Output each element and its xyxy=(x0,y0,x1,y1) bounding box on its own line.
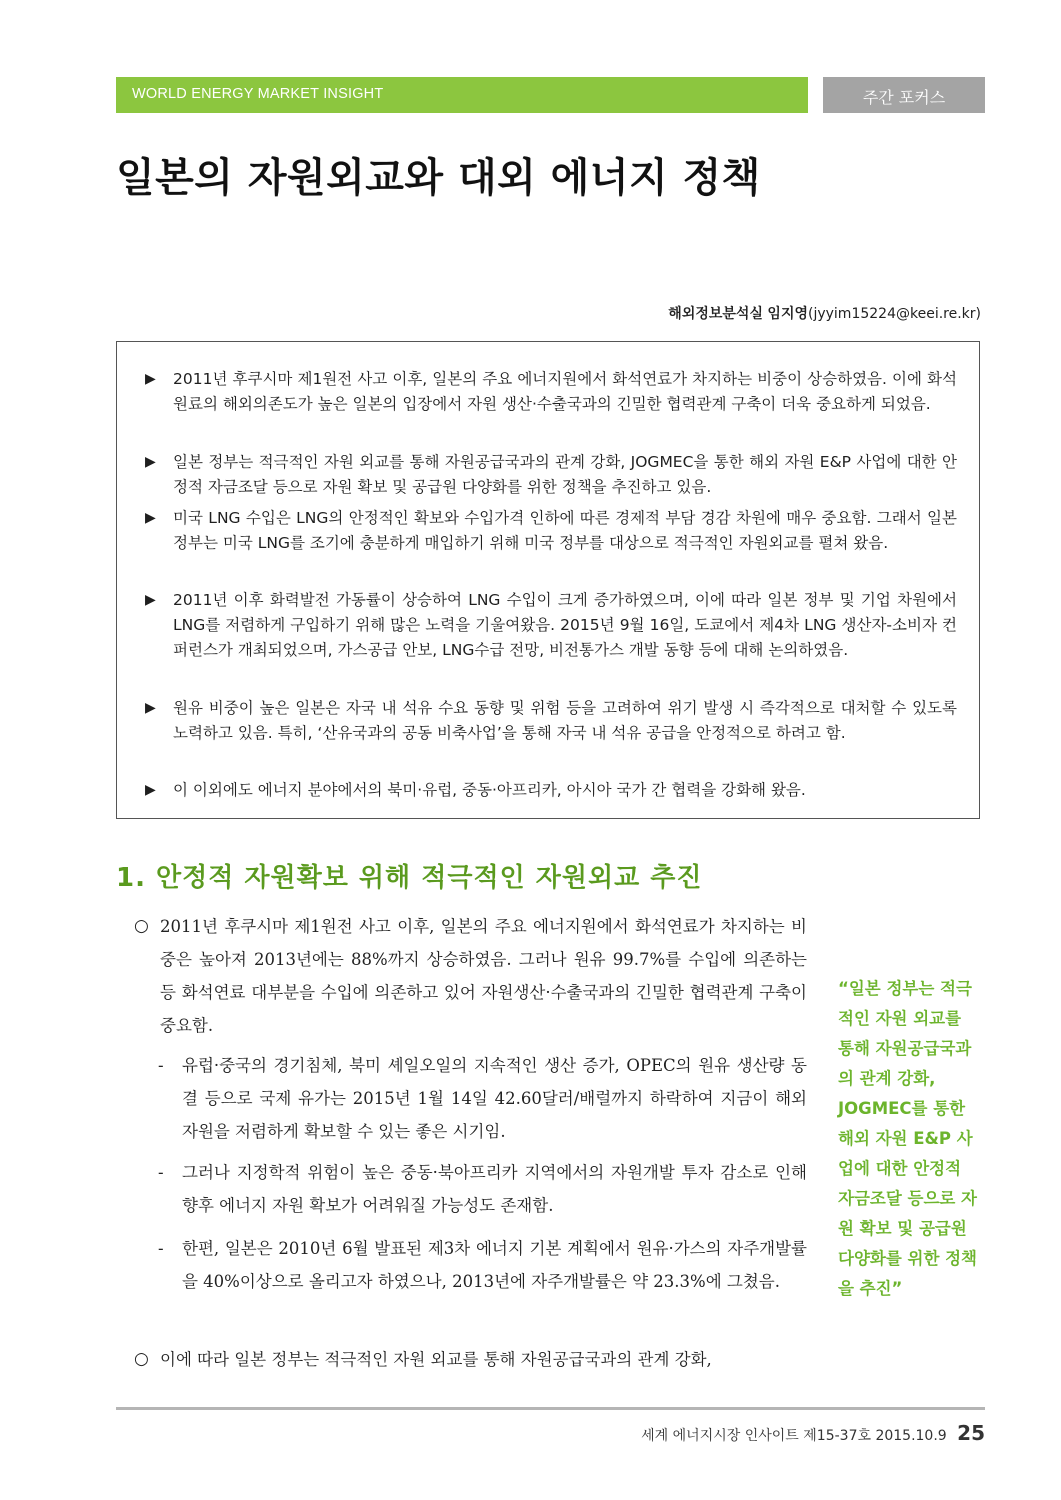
dash-marker: - xyxy=(158,1239,164,1258)
summary-item xyxy=(147,588,957,663)
summary-item xyxy=(147,696,957,746)
section-heading: 1. 안정적 자원확보 위해 적극적인 자원외교 추진 xyxy=(116,863,703,893)
circle-bullet-icon: ○ xyxy=(134,1349,149,1369)
sub-point-text: 한편, 일본은 2010년 6월 발표된 제3차 에너지 기본 계획에서 원유·가스의 자주개발률을 40%이상으로 올리고자 하였으나, 2013년에 자주개발률은 약 23.3%에 그쳤음. xyxy=(182,1239,807,1291)
triangle-bullet-icon: ▶ xyxy=(145,371,156,387)
footer-publication: 세계 에너지시장 인사이트 제15-37호 2015.10.9 xyxy=(641,1428,947,1444)
header-series-bar xyxy=(116,77,808,113)
paragraph-text: 2011년 후쿠시마 제1원전 사고 이후, 일본의 주요 에너지원에서 화석연료가 차지하는 비중은 높아져 2013년에는 88%까지 상승하였음. 그러나 원유 99.7%를 수입에 의존하는 등 화석연료 대부분을 수입에 의존하고 있어 자원생산·수출국과의 긴밀한 협력관계 구축이 중요함. xyxy=(160,917,807,1035)
sub-point xyxy=(158,1049,807,1148)
summary-item-text: 원유 비중이 높은 일본은 자국 내 석유 수요 동향 및 위험 등을 고려하여 위기 발생 시 즉각적으로 대처할 수 있도록 노력하고 있음. 특히, ‘산유국과의 공동 비축사업’을 통해 자국 내 석유 공급을 안정적으로 하려고 함. xyxy=(173,699,957,742)
page-number: 25 xyxy=(957,1421,985,1445)
summary-item-text: 2011년 후쿠시마 제1원전 사고 이후, 일본의 주요 에너지원에서 화석연료가 차지하는 비중이 상승하였음. 이에 화석원료의 해외의존도가 높은 일본의 입장에서 자원 생산·수출국과의 긴밀한 협력관계 구축이 더욱 중요하게 되었음. xyxy=(173,370,957,413)
summary-item xyxy=(147,506,957,556)
triangle-bullet-icon: ▶ xyxy=(145,700,156,716)
paragraph-text: 이에 따라 일본 정부는 적극적인 자원 외교를 통해 자원공급국과의 관계 강화, xyxy=(160,1350,712,1369)
dash-marker: - xyxy=(158,1056,164,1075)
triangle-bullet-icon: ▶ xyxy=(145,782,156,798)
page-title: 일본의 자원외교와 대외 에너지 정책 xyxy=(116,155,761,201)
triangle-bullet-icon: ▶ xyxy=(145,454,156,470)
header-section-tab xyxy=(823,77,985,113)
pull-quote: “일본 정부는 적극적인 자원 외교를 통해 자원공급국과의 관계 강화, JOGMEC를 통한 해외 자원 E&P 사업에 대한 안정적 자금조달 등으로 자원 확보 및 공급원 다양화를 위한 정책을 추진” xyxy=(838,979,978,1298)
summary-item-text: 이 이외에도 에너지 분야에서의 북미·유럽, 중동·아프리카, 아시아 국가 간 협력을 강화해 왔음. xyxy=(173,781,806,799)
summary-box xyxy=(116,341,980,819)
sub-point xyxy=(158,1156,807,1222)
triangle-bullet-icon: ▶ xyxy=(145,592,156,608)
triangle-bullet-icon: ▶ xyxy=(145,510,156,526)
author-line xyxy=(668,303,981,323)
author-dept: 해외정보분석실 xyxy=(668,306,763,322)
summary-item xyxy=(147,778,957,803)
summary-item-text: 2011년 이후 화력발전 가동률이 상승하여 LNG 수입이 크게 증가하였으며, 이에 따라 일본 정부 및 기업 차원에서 LNG를 저렴하게 구입하기 위해 많은 노력을 기울여왔음. 2015년 9월 16일, 도쿄에서 제4차 LNG 생산자-소비자 컨퍼런스가 개최되었으며, 가스공급 안보, LNG수급 전망, 비전통가스 개발 동향 등에 대해 논의하였음. xyxy=(173,591,957,659)
sub-point-text: 유럽·중국의 경기침체, 북미 셰일오일의 지속적인 생산 증가, OPEC의 원유 생산량 동결 등으로 국제 유가는 2015년 1월 14일 42.60달러/배럴까지 하락하여 지금이 해외 자원을 저렴하게 확보할 수 있는 좋은 시기임. xyxy=(182,1056,807,1141)
body-paragraph xyxy=(134,910,807,1042)
author-email: (jyyim15224@keei.re.kr) xyxy=(808,306,981,322)
footer xyxy=(641,1421,985,1445)
header-series-label: WORLD ENERGY MARKET INSIGHT xyxy=(132,86,384,102)
dash-marker: - xyxy=(158,1163,164,1182)
header-section-label: 주간 포커스 xyxy=(862,88,946,107)
footer-divider xyxy=(116,1407,985,1410)
circle-bullet-icon: ○ xyxy=(134,916,149,936)
sub-point-text: 그러나 지정학적 위험이 높은 중동·북아프리카 지역에서의 자원개발 투자 감소로 인해 향후 에너지 자원 확보가 어려워질 가능성도 존재함. xyxy=(182,1163,807,1215)
sub-point xyxy=(158,1232,807,1298)
summary-item-text: 일본 정부는 적극적인 자원 외교를 통해 자원공급국과의 관계 강화, JOGMEC을 통한 해외 자원 E&P 사업에 대한 안정적 자금조달 등으로 자원 확보 및 공급원 다양화를 위한 정책을 추진하고 있음. xyxy=(173,453,957,496)
summary-item-text: 미국 LNG 수입은 LNG의 안정적인 확보와 수입가격 인하에 따른 경제적 부담 경감 차원에 매우 중요함. 그래서 일본 정부는 미국 LNG를 조기에 충분하게 매입하기 위해 미국 정부를 대상으로 적극적인 자원외교를 펼쳐 왔음. xyxy=(173,509,957,552)
summary-item xyxy=(147,450,957,500)
summary-item xyxy=(147,367,957,417)
body-paragraph xyxy=(134,1343,807,1376)
author-name: 임지영 xyxy=(767,306,808,322)
